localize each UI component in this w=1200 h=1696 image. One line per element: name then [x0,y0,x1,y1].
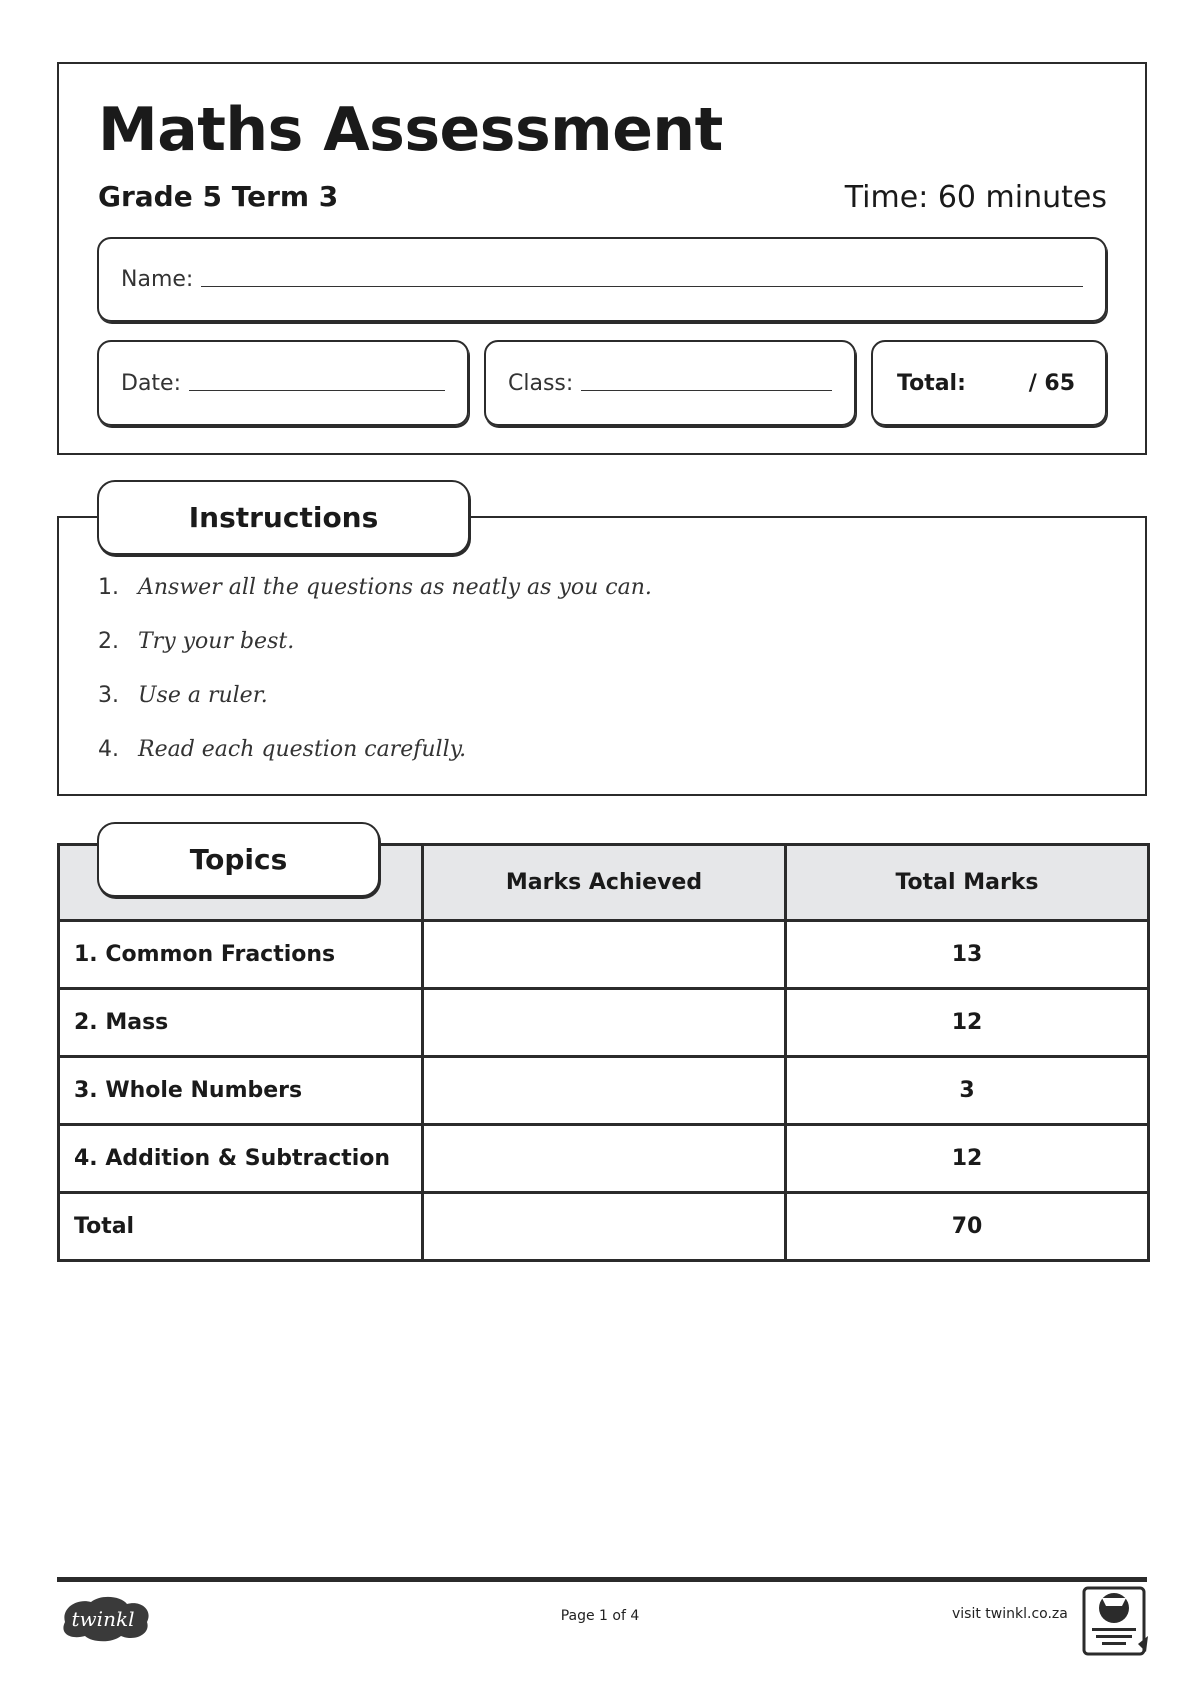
table-row [59,1193,1149,1261]
total-marks-cell: 12 [786,989,1149,1057]
topic-cell: 1. Common Fractions [59,921,423,989]
website-link[interactable]: visit twinkl.co.za [952,1606,1068,1622]
class-field[interactable] [484,340,856,426]
marks-achieved-cell[interactable] [423,1057,786,1125]
name-line[interactable] [201,286,1083,287]
instruction-item: 2. Try your best. [98,629,295,654]
svg-text:twinkl: twinkl [71,1607,135,1631]
page-number: Page 1 of 4 [560,1608,640,1624]
total-field[interactable] [871,340,1107,426]
quality-badge-icon [1082,1586,1152,1658]
marks-achieved-cell[interactable] [423,1193,786,1261]
marks-achieved-cell[interactable] [423,921,786,989]
total-label: Total: [897,370,966,396]
grade-term: Grade 5 Term 3 [98,180,339,213]
class-label: Class: [508,370,574,396]
topics-heading: Topics [97,822,380,897]
total-marks-cell: 3 [786,1057,1149,1125]
instructions-heading: Instructions [97,480,470,555]
topic-cell: Total [59,1193,423,1261]
topics-table [57,843,1150,1262]
total-marks-header: Total Marks [786,845,1149,921]
instruction-item: 4. Read each question carefully. [98,737,467,762]
total-marks-cell: 13 [786,921,1149,989]
time-limit: Time: 60 minutes [844,180,1107,215]
name-label: Name: [121,267,194,292]
date-label: Date: [121,370,181,396]
instruction-item: 1. Answer all the questions as neatly as you can. [98,575,652,600]
class-line[interactable] [581,390,832,391]
instruction-item: 3. Use a ruler. [98,683,268,708]
marks-achieved-cell[interactable] [423,1125,786,1193]
topic-cell: 2. Mass [59,989,423,1057]
page-title: Maths Assessment [98,95,723,165]
total-value: / 65 [1028,370,1075,396]
topic-cell: 4. Addition & Subtraction [59,1125,423,1193]
instructions-list [98,575,652,791]
date-line[interactable] [189,390,445,391]
date-field[interactable] [97,340,469,426]
total-marks-cell: 12 [786,1125,1149,1193]
table-row [59,1125,1149,1193]
table-row [59,989,1149,1057]
total-marks-cell: 70 [786,1193,1149,1261]
topic-cell: 3. Whole Numbers [59,1057,423,1125]
table-row [59,1057,1149,1125]
marks-achieved-cell[interactable] [423,989,786,1057]
marks-achieved-header: Marks Achieved [423,845,786,921]
footer-divider [57,1577,1147,1582]
name-field[interactable] [97,237,1107,322]
table-row [59,921,1149,989]
